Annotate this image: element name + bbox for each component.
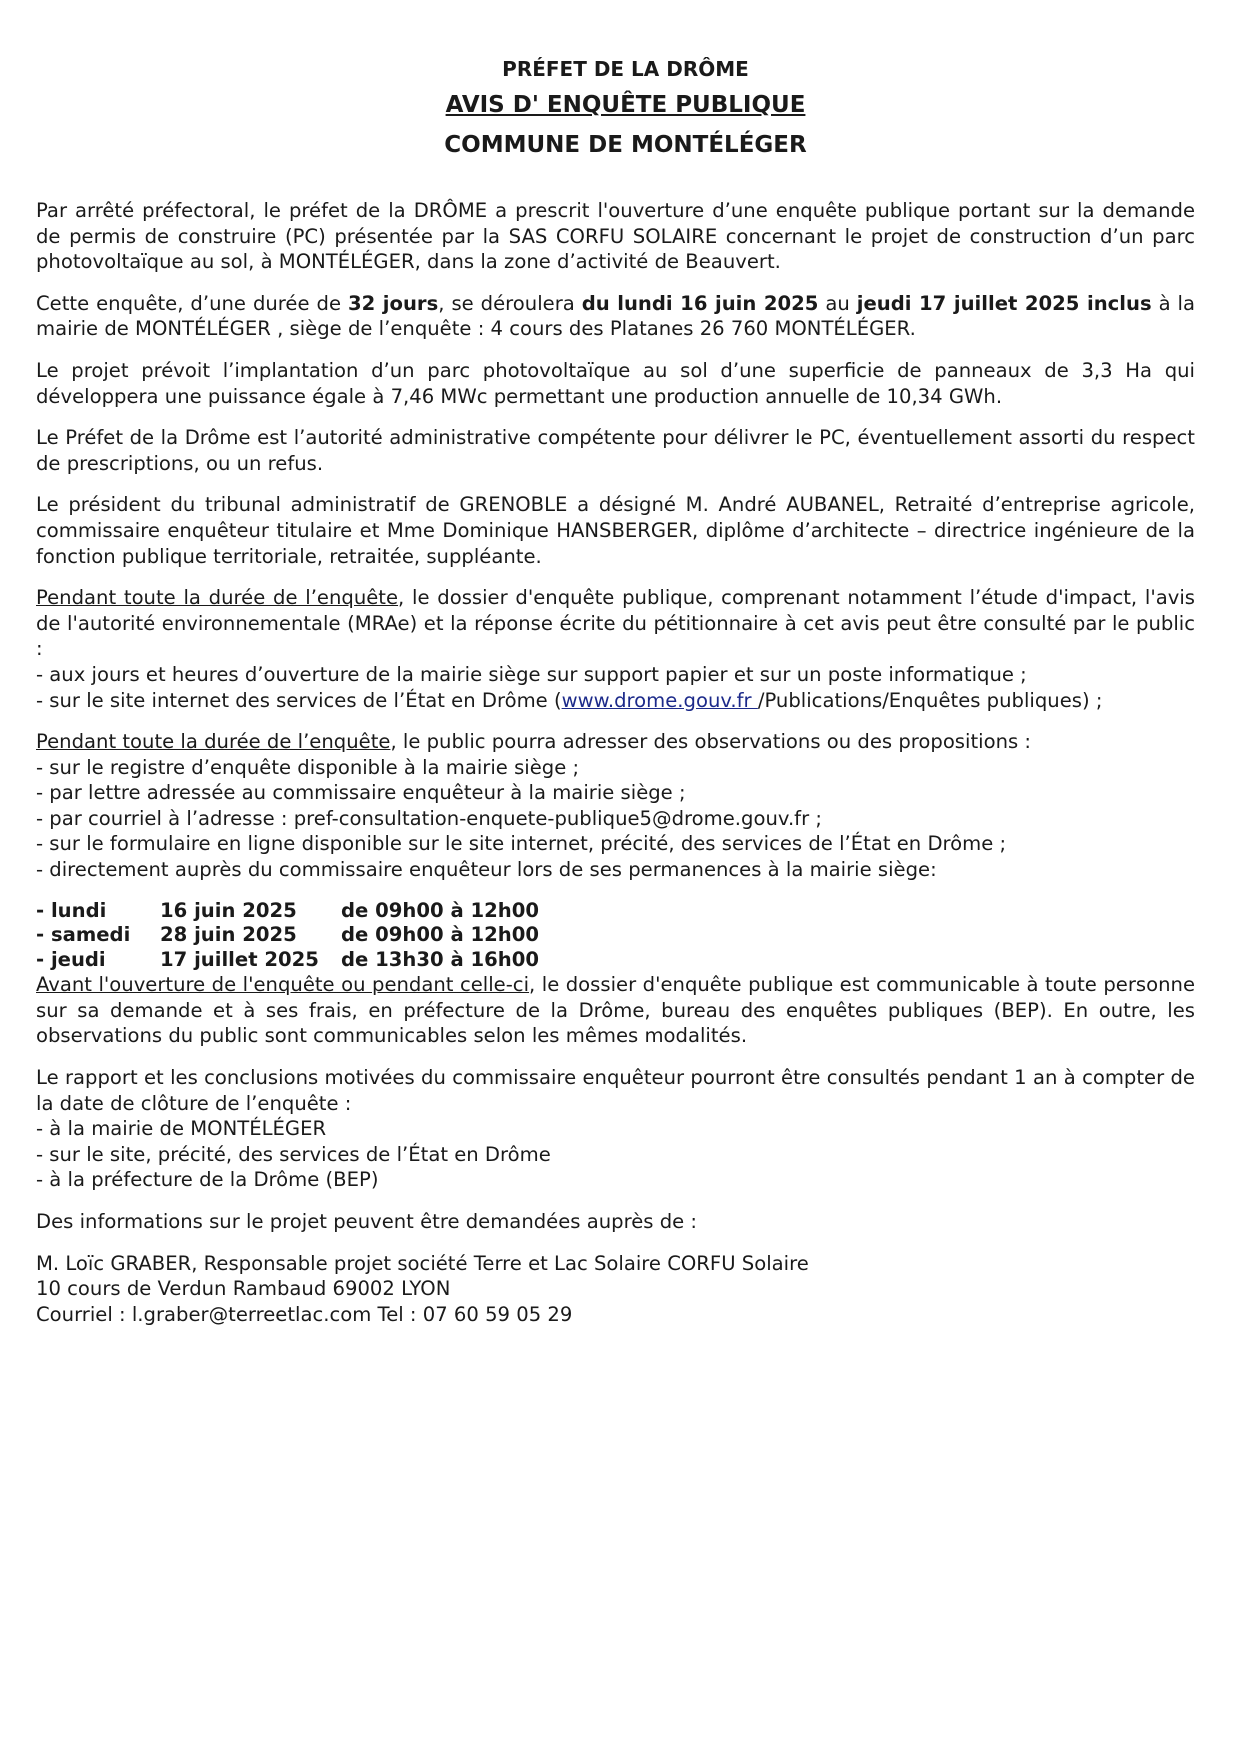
observation-item: - sur le formulaire en ligne disponible sur le site internet, précité, des services de l’État en Drôme ; — [36, 832, 1007, 856]
paragraph-order: Par arrêté préfectoral, le préfet de la DRÔME a prescrit l'ouverture d’une enquête publique portant sur la demande de permis de construire (PC) présentée par la SAS CORFU SOLAIRE concernant le projet de construction d’un parc photovoltaïque au sol, à MONTÉLÉGER, dans la zone d’activité de Beauvert. — [36, 199, 1195, 274]
consultation-lead: Pendant toute la durée de l’enquête — [36, 586, 399, 610]
duration-days: 32 jours — [347, 291, 439, 315]
table-row — [36, 923, 539, 948]
communication-text: , le dossier d'enquête publique est communicable à toute personne sur sa demande et à ses frais, en préfecture de la Drôme, bureau des enquêtes publiques (BEP). En outre, les observations du public sont communicables selon les mêmes modalités. — [36, 973, 1195, 1048]
contact-email-phone: Courriel : l.graber@terreetlac.com Tel : 07 60 59 05 29 — [36, 1302, 573, 1326]
paragraph-commissioner: Le président du tribunal administratif de GRENOBLE a désigné M. André AUBANEL, Retraité d’entreprise agricole, commissaire enquêteur titulaire et Mme Dominique HANSBERGER, diplôme d’architecte – directrice ingénieure de la fonction publique territoriale, retraitée, suppléante. — [36, 493, 1195, 568]
table-row — [36, 899, 539, 924]
duration-text: au — [818, 291, 857, 315]
prefecture-website-link[interactable]: www.drome.gouv.fr — [561, 688, 758, 712]
permanences-table — [36, 899, 539, 973]
observation-item: - sur le registre d’enquête disponible à la mairie siège ; — [36, 755, 580, 779]
duration-text: , se déroulera — [438, 291, 582, 315]
permanence-date: 28 juin 2025 — [160, 923, 297, 947]
permanence-date: 17 juillet 2025 — [160, 947, 319, 971]
start-date: du lundi 16 juin 2025 — [581, 291, 819, 315]
observation-item: - par courriel à l’adresse : pref-consultation-enquete-publique5@drome.gouv.fr ; — [36, 806, 822, 830]
paragraph-report — [36, 1065, 1195, 1193]
communication-lead: Avant l'ouverture de l'enquête ou pendant celle-ci — [36, 973, 530, 997]
observation-item: - par lettre adressée au commissaire enquêteur à la mairie siège ; — [36, 781, 686, 805]
report-item: - sur le site, précité, des services de l’État en Drôme — [36, 1142, 551, 1166]
contact-name: M. Loïc GRABER, Responsable projet société Terre et Lac Solaire CORFU Solaire — [36, 1251, 809, 1275]
report-item: - à la mairie de MONTÉLÉGER — [36, 1117, 327, 1141]
paragraph-duration — [36, 291, 1195, 342]
permanence-hours: de 13h30 à 16h00 — [341, 947, 539, 971]
duration-location: à la mairie de MONTÉLÉGER , siège de l’enquête : 4 cours des Platanes 26 760 MONTÉLÉGER. — [36, 291, 1195, 341]
paragraph-project: Le projet prévoit l’implantation d’un parc photovoltaïque au sol d’une superficie de panneaux de 3,3 Ha qui développera une puissance égale à 7,46 MWc permettant une production annuelle de 10,34 GWh. — [36, 358, 1195, 408]
notice-title: AVIS D' ENQUÊTE PUBLIQUE — [445, 92, 806, 118]
observations-lead: Pendant toute la durée de l’enquête — [36, 730, 391, 754]
notice-header — [36, 56, 1195, 160]
paragraph-communication — [36, 972, 1195, 1049]
permanence-hours: de 09h00 à 12h00 — [341, 898, 539, 922]
prefect-title: PRÉFET DE LA DRÔME — [502, 57, 749, 81]
report-text: Le rapport et les conclusions motivées du commissaire enquêteur pourront être consultés pendant 1 an à compter de la date de clôture de l’enquête : — [36, 1065, 1195, 1115]
paragraph-consultation — [36, 585, 1195, 713]
notice-body — [36, 198, 1195, 1327]
end-date: jeudi 17 juillet 2025 inclus — [856, 291, 1152, 315]
consultation-item — [36, 688, 1195, 714]
contact-block — [36, 1251, 1195, 1328]
permanence-day: - jeudi — [36, 947, 106, 971]
report-item: - à la préfecture de la Drôme (BEP) — [36, 1168, 379, 1192]
permanence-date: 16 juin 2025 — [160, 898, 297, 922]
paragraph-authority: Le Préfet de la Drôme est l’autorité administrative compétente pour délivrer le PC, éventuellement assorti du respect de prescriptions, ou un refus. — [36, 426, 1195, 475]
contact-address: 10 cours de Verdun Rambaud 69002 LYON — [36, 1277, 451, 1301]
paragraph-observations — [36, 729, 1195, 883]
consultation-item-text: /Publications/Enquêtes publiques) ; — [757, 688, 1103, 712]
paragraph-information: Des informations sur le projet peuvent être demandées auprès de : — [36, 1209, 698, 1233]
consultation-item-text: - sur le site internet des services de l’État en Drôme ( — [36, 688, 562, 712]
table-row — [36, 948, 539, 973]
permanence-day: - samedi — [36, 923, 131, 947]
commune-title: COMMUNE DE MONTÉLÉGER — [444, 132, 807, 158]
consultation-item: - aux jours et heures d’ouverture de la mairie siège sur support papier et sur un poste informatique ; — [36, 662, 1027, 686]
permanence-hours: de 09h00 à 12h00 — [341, 923, 539, 947]
duration-text: Cette enquête, d’une durée de — [36, 291, 348, 315]
consultation-text: , le dossier d'enquête publique, comprenant notamment l’étude d'impact, l'avis de l'autorité environnementale (MRAe) et la réponse écrite du pétitionnaire à cet avis peut être consulté par le public : — [36, 586, 1195, 661]
observations-text: , le public pourra adresser des observations ou des propositions : — [390, 730, 1032, 754]
permanence-day: - lundi — [36, 898, 107, 922]
observation-item: - directement auprès du commissaire enquêteur lors de ses permanences à la mairie siège: — [36, 858, 937, 882]
